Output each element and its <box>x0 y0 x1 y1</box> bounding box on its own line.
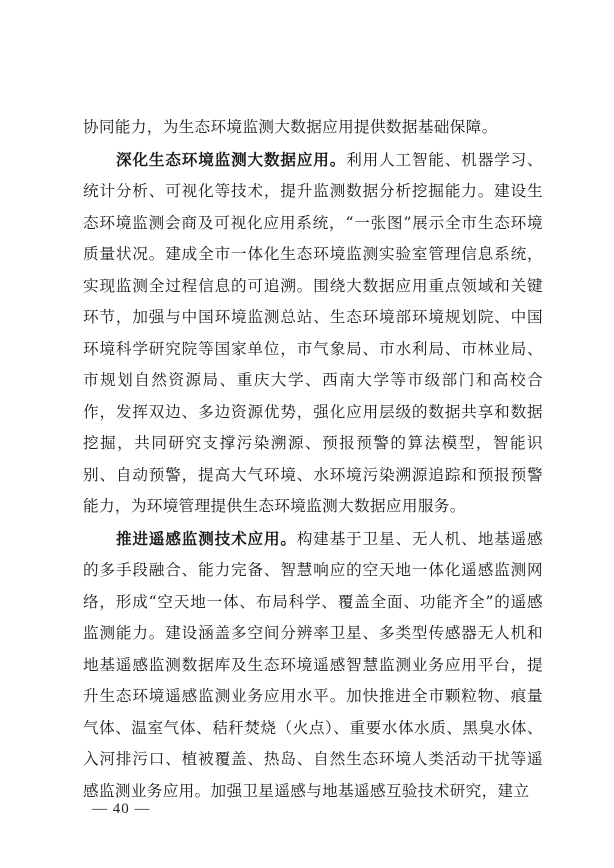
paragraph-remote-sensing <box>83 523 543 808</box>
paragraph-text: 构建基于卫星、无人机、地基遥感的多手段融合、能力完备、智慧响应的空天地一体化遥感监测网络，形成“空天地一体、布局科学、覆盖全面、功能齐全”的遥感监测能力。建设涵盖多空间分辨率卫星、多类型传感器无人机和地基遥感监测数据库及生态环境遥感智慧监测业务应用平台，提升生态环境遥感监测业务应用水平。加快推进全市颗粒物、痕量气体、温室气体、秸秆焚烧（火点）、重要水体水质、黑臭水体、入河排污口、植被覆盖、热岛、自然生态环境人类活动干扰等遥感监测业务应用。加强卫星遥感与地基遥感互验技术研究，建立 <box>83 529 543 800</box>
paragraph-text: 协同能力，为生态环境监测大数据应用提供数据基础保障。 <box>83 118 498 136</box>
body-text <box>83 112 543 807</box>
section-heading: 深化生态环境监测大数据应用。 <box>116 149 347 169</box>
section-heading: 推进遥感监测技术应用。 <box>116 528 297 548</box>
paragraph-big-data-application <box>83 144 543 523</box>
page-number: — 40 — <box>92 801 151 817</box>
paragraph-continuation <box>83 112 543 144</box>
paragraph-text: 利用人工智能、机器学习、统计分析、可视化等技术，提升监测数据分析挖掘能力。建设生态环境监测会商及可视化应用系统，“一张图”展示全市生态环境质量状况。建成全市一体化生态环境监测实验室管理信息系统，实现监测全过程信息的可追溯。围绕大数据应用重点领域和关键环节，加强与中国环境监测总站、生态环境部环境规划院、中国环境科学研究院等国家单位，市气象局、市水利局、市林业局、市规划自然资源局、重庆大学、西南大学等市级部门和高校合作，发挥双边、多边资源优势，强化应用层级的数据共享和数据挖掘，共同研究支撑污染溯源、预报预警的算法模型，智能识别、自动预警，提高大气环境、水环境污染溯源追踪和预报预警能力，为环境管理提供生态环境监测大数据应用服务。 <box>83 150 543 515</box>
